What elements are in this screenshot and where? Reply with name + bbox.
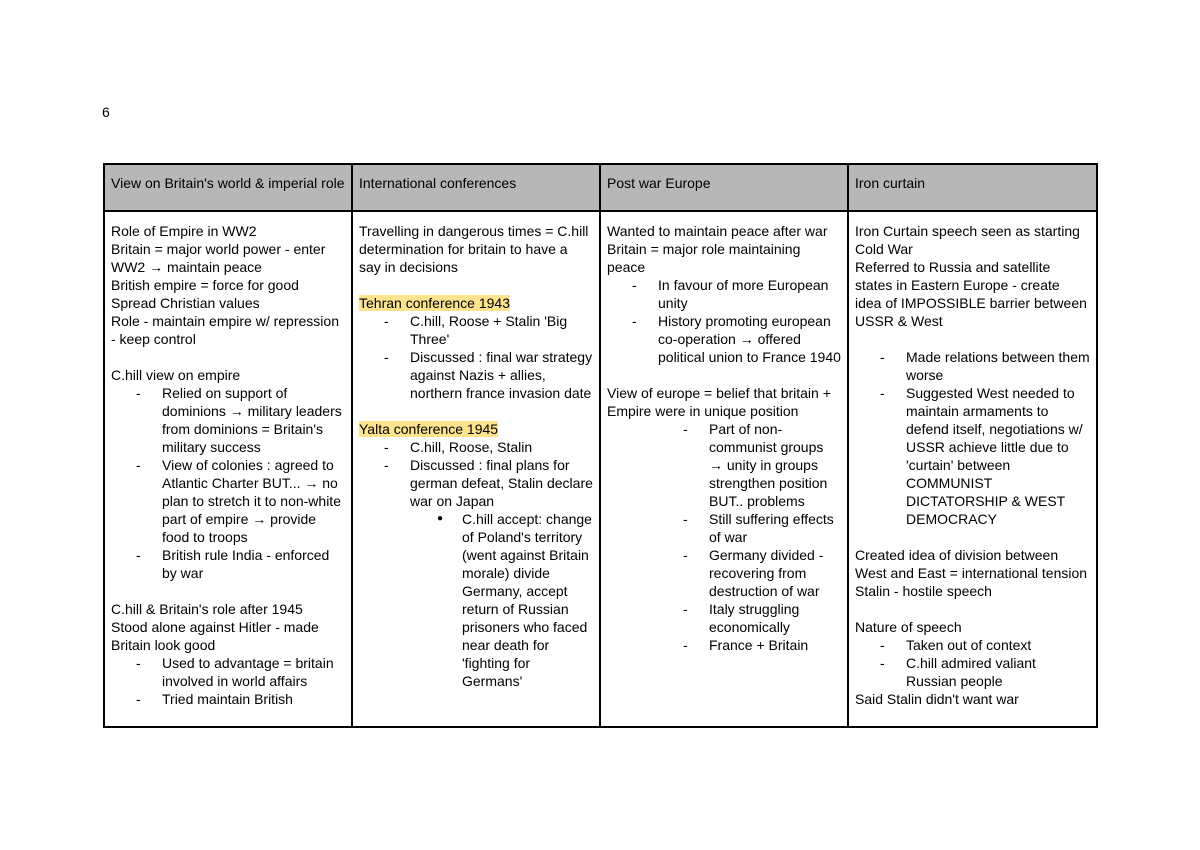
list-item: - France + Britain <box>709 636 841 654</box>
text-line: Created idea of division between West and East = international tension <box>855 547 1088 581</box>
text-line: Travelling in dangerous times = C.hill determination for britain to have a say in decisions <box>359 223 589 275</box>
list-item: - Suggested West needed to maintain armaments to defend itself, negotiations w/ USSR achieve little due to 'curtain' between COMMUNIST DICTATORSHIP & WEST DEMOCRACY <box>906 384 1090 528</box>
text-line: Britain = major world power - enter WW2 → maintain peace <box>111 241 326 275</box>
list-item: - Still suffering effects of war <box>709 510 841 546</box>
text-line: C.hill & Britain's role after 1945 <box>111 601 303 617</box>
list-item: - View of colonies : agreed to Atlantic Charter BUT... → no plan to stretch it to non-white part of empire → provide food to troops <box>162 456 345 546</box>
text-line: Nature of speech <box>855 619 962 635</box>
bullet-list <box>359 438 593 510</box>
list-item: - Germany divided - recovering from destruction of war <box>709 546 841 600</box>
cell-post-war-europe <box>600 211 848 727</box>
header-row <box>104 164 1097 211</box>
text-line: Role of Empire in WW2 <box>111 223 257 239</box>
cell-international-conferences <box>352 211 600 727</box>
bullet-list <box>855 348 1090 528</box>
list-item: - British rule India - enforced by war <box>162 546 345 582</box>
text-line: Role - maintain empire w/ repression - keep control <box>111 313 339 347</box>
text-line: Referred to Russia and satellite states in Eastern Europe - create idea of IMPOSSIBLE barrier between USSR & West <box>855 259 1087 329</box>
notes-table <box>103 163 1098 728</box>
list-item: - Discussed : final war strategy against Nazis + allies, northern france invasion date <box>410 348 593 402</box>
list-item: - In favour of more European unity <box>658 276 841 312</box>
text-line: Wanted to maintain peace after war <box>607 223 828 239</box>
bullet-list <box>359 312 593 402</box>
list-item: - Made relations between them worse <box>906 348 1090 384</box>
list-item: - Used to advantage = britain involved in world affairs <box>162 654 345 690</box>
text-line: Iron Curtain speech seen as starting Cold War <box>855 223 1080 257</box>
list-item: - C.hill, Roose + Stalin 'Big Three' <box>410 312 593 348</box>
list-item: - Part of non-communist groups → unity in groups strengthen position BUT.. problems <box>709 420 841 510</box>
text-line: Stalin - hostile speech <box>855 583 992 599</box>
text-line: Spread Christian values <box>111 295 260 311</box>
list-item: - Taken out of context <box>906 636 1090 654</box>
list-item: - History promoting european co-operation → offered political union to France 1940 <box>658 312 841 366</box>
header-international-conferences: International conferences <box>352 164 600 211</box>
list-item: - C.hill admired valiant Russian people <box>906 654 1090 690</box>
text-line: Britain = major role maintaining peace <box>607 241 801 275</box>
header-iron-curtain: Iron curtain <box>848 164 1097 211</box>
bullet-list <box>855 636 1090 690</box>
list-item: - Tried maintain British <box>162 690 345 708</box>
text-line: Said Stalin didn't want war <box>855 691 1019 707</box>
text-line: Stood alone against Hitler - made Britain look good <box>111 619 319 653</box>
cell-imperial-role <box>104 211 352 727</box>
content-row <box>104 211 1097 727</box>
bullet-list <box>111 654 345 708</box>
cell-iron-curtain <box>848 211 1097 727</box>
text-line: C.hill view on empire <box>111 367 241 383</box>
list-item: ● C.hill accept: change of Poland's territory (went against Britain morale) divide Germany, accept return of Russian prisoners who faced near death for 'fighting for Germans' <box>462 510 593 690</box>
dot-list <box>359 510 593 690</box>
page-number: 6 <box>102 104 110 120</box>
list-item: - C.hill, Roose, Stalin <box>410 438 593 456</box>
text-line: View of europe = belief that britain + Empire were in unique position <box>607 385 831 419</box>
header-post-war-europe: Post war Europe <box>600 164 848 211</box>
highlighted-heading: Tehran conference 1943 <box>359 295 510 311</box>
bullet-list <box>607 276 841 366</box>
highlighted-heading: Yalta conference 1945 <box>359 421 499 437</box>
list-item: - Relied on support of dominions → military leaders from dominions = Britain's military success <box>162 384 345 456</box>
text-line: British empire = force for good <box>111 277 299 293</box>
list-item: - Italy struggling economically <box>709 600 841 636</box>
bullet-list <box>111 384 345 582</box>
header-imperial-role: View on Britain's world & imperial role <box>104 164 352 211</box>
bullet-list <box>607 420 841 654</box>
list-item: - Discussed : final plans for german defeat, Stalin declare war on Japan <box>410 456 593 510</box>
